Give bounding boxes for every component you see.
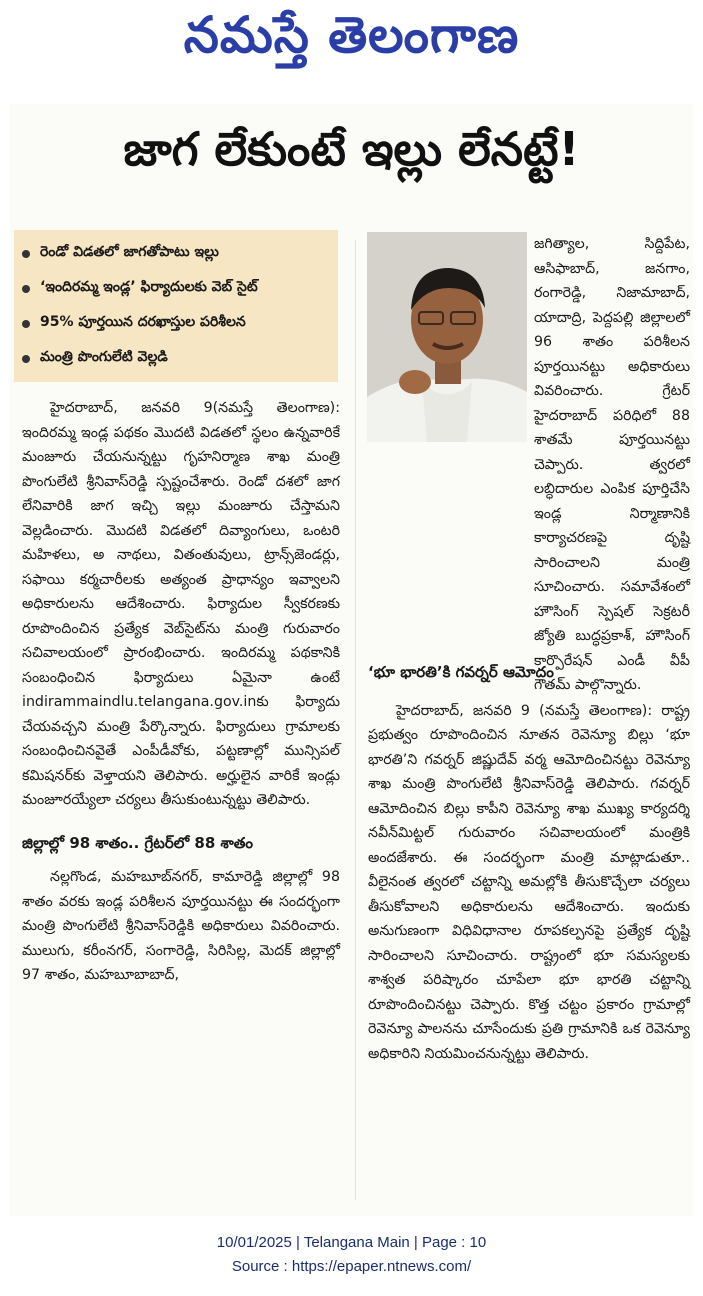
highlights-box <box>14 230 338 382</box>
article-paragraph: హైదరాబాద్, జనవరి 9 (నమస్తే తెలంగాణ): రాష్ట్ర ప్రభుత్వం రూపొందించిన నూతన రెవెన్యూ బిల్లు ‘భూ భారతి’ని గవర్నర్ జిష్ణుదేవ్ వర్మ ఆమోదించినట్టు రెవెన్యూ శాఖ మంత్రి పొంగులేటి శ్రీనివాస్‌రెడ్డి తెలిపారు. గవర్నర్ ఆమోదించిన బిల్లు కాపీని రెవెన్యూ శాఖ ముఖ్య కార్యదర్శి నవీన్‌మిట్టల్ గురువారం సచివాలయంలో మంత్రికి అందజేశారు. ఈ సందర్భంగా మంత్రి మాట్లాడుతూ.. వీలైనంత త్వరలో చట్టాన్ని అమల్లోకి తీసుకొచ్చేలా చర్యలు తీసుకోవాలని అధికారులను ఆదేశించారు. ఇందుకు అనుగుణంగా విధివిధానాల రూపకల్పనపై ప్రత్యేక దృష్టి సారించాలని సూచించారు. రాష్ట్రంలో భూ సమస్యలకు శాశ్వత పరిష్కారం చూపేలా భూ భారతి చట్టాన్ని రూపొందించినట్టు చెప్పారు. కొత్త చట్టం ప్రకారం గ్రామాల్లో రెవెన్యూ పాలనను చూసేందుకు ప్రతి గ్రామానికి ఒక రెవెన్యూ అధికారిని నియమించనున్నట్టు తెలిపారు. <box>368 702 690 1062</box>
highlight-item: 95% పూర్తయిన దరఖాస్తుల పరిశీలన <box>18 306 334 341</box>
bullet-icon <box>22 285 30 293</box>
footer-source-line: Source : https://epaper.ntnews.com/ <box>231 1258 472 1275</box>
highlight-item: రెండో విడతలో జాగతోపాటు ఇల్లు <box>18 236 334 271</box>
masthead <box>0 0 703 80</box>
subheading: జిల్లాల్లో 98 శాతం.. గ్రేటర్‌లో 88 శాతం <box>22 833 254 852</box>
article-paragraph: నల్లగొండ, మహబూబ్‌నగర్, కామారెడ్డి జిల్లాల్లో 98 శాతం వరకు ఇండ్ల పరిశీలన పూర్తయినట్టు ఈ సందర్భంగా మంత్రి పొంగులేటి శ్రీనివాస్‌రెడ్డికి అధికారులు వివరించారు. ములుగు, కరీంనగర్, సంగారెడ్డి, సిరిసిల్ల, మెదక్ జిల్లాల్లో 97 శాతం, మహబూబాబాద్, <box>22 869 340 983</box>
footer-date-line: 10/01/2025 | Telangana Main | Page : 10 <box>216 1234 487 1251</box>
right-column <box>368 232 690 698</box>
bullet-icon <box>22 250 30 258</box>
right-column-lower <box>368 660 690 1066</box>
article-paragraph: హైదరాబాద్, జనవరి 9(నమస్తే తెలంగాణ): ఇందిరమ్మ ఇండ్ల పథకం మొదటి విడతలో స్థలం ఉన్నవారికే మంజూరు చేయనున్నట్టు గృహనిర్మాణ శాఖ మంత్రి పొంగులేటి శ్రీనివాస్‌రెడ్డి స్పష్టంచేశారు. రెండో దశలో జాగ లేనివారికి జాగ ఇచ్చి ఇల్లు మంజూరు చేస్తామని వెల్లడించారు. మొదటి విడతలో దివ్యాంగులు, ఒంటరి మహిళలు, అ నాథలు, వితంతువులు, ట్రాన్స్‌జెండర్లు, సఫాయి కర్మచారీలకు అత్యంత ప్రాధాన్యం ఇవ్వాలని అధికారులను ఆదేశించారు. ఫిర్యాదుల స్వీకరణకు రూపొందించిన ప్రత్యేక వెబ్‌సైట్‌ను మంత్రి గురువారం సచివాలయంలో ప్రారంభించారు. ఇందిరమ్మ పథకానికి సంబంధించిన ఫిర్యాదులు ఏమైనా ఉంటే indirammaindlu.telangana.gov.inకు ఫిర్యాదు చేయవచ్చని మంత్రి పేర్కొన్నారు. ఫిర్యాదులు గ్రామాలకు సంబంధించినవైతే ఎంపీడీవోకు, పట్టణాల్లో మున్సిపల్ కమిషనర్‌కు వెళ్తాయని తెలిపారు. అర్హులైన వారికే ఇండ్లు మంజూరయ్యేలా చర్యలు తీసుకుంటున్నట్టు తెలిపారు. <box>22 400 340 808</box>
headline: జాగ లేకుంటే ఇల్లు లేనట్టే! <box>123 122 580 176</box>
masthead-title: నమస్తే తెలంగాణ <box>183 6 520 64</box>
highlight-item: ‘ఇందిరమ్మ ఇండ్ల’ ఫిర్యాదులకు వెబ్ సైట్ <box>18 271 334 306</box>
bullet-icon <box>22 320 30 328</box>
highlight-item: మంత్రి పొంగులేటి వెల్లడి <box>18 341 334 376</box>
bullet-icon <box>22 355 30 363</box>
subheading: ‘భూ భారతి’కి గవర్నర్ ఆమోదం <box>368 663 554 681</box>
article-paragraph-wrap: జగిత్యాల, సిద్దిపేట, ఆసిఫాబాద్, జనగాం, రంగారెడ్డి, నిజామాబాద్, యాదాద్రి, పెద్దపల్లి జిల్లాలలో 96 శాతం పరిశీలన పూర్తయినట్టు అధికారులు వివరించారు. గ్రేటర్ హైదరాబాద్ పరిధిలో 88 శాతమే పూర్తయినట్టు చెప్పారు. త్వరలో లబ్ధిదారుల ఎంపిక పూర్తిచేసి ఇండ్ల నిర్మాణానికి కార్యాచరణపై దృష్టి సారించాలని మంత్రి సూచించారు. సమావేశంలో హౌసింగ్ స్పెషల్ సెక్రటరీ జ్యోతి బుద్ధప్రకాశ్, హౌసింగ్ కార్పొరేషన్ ఎండీ వీపీ గౌతమ్ పాల్గొన్నారు. <box>534 236 690 693</box>
left-column <box>22 396 340 988</box>
column-divider <box>355 240 356 1200</box>
